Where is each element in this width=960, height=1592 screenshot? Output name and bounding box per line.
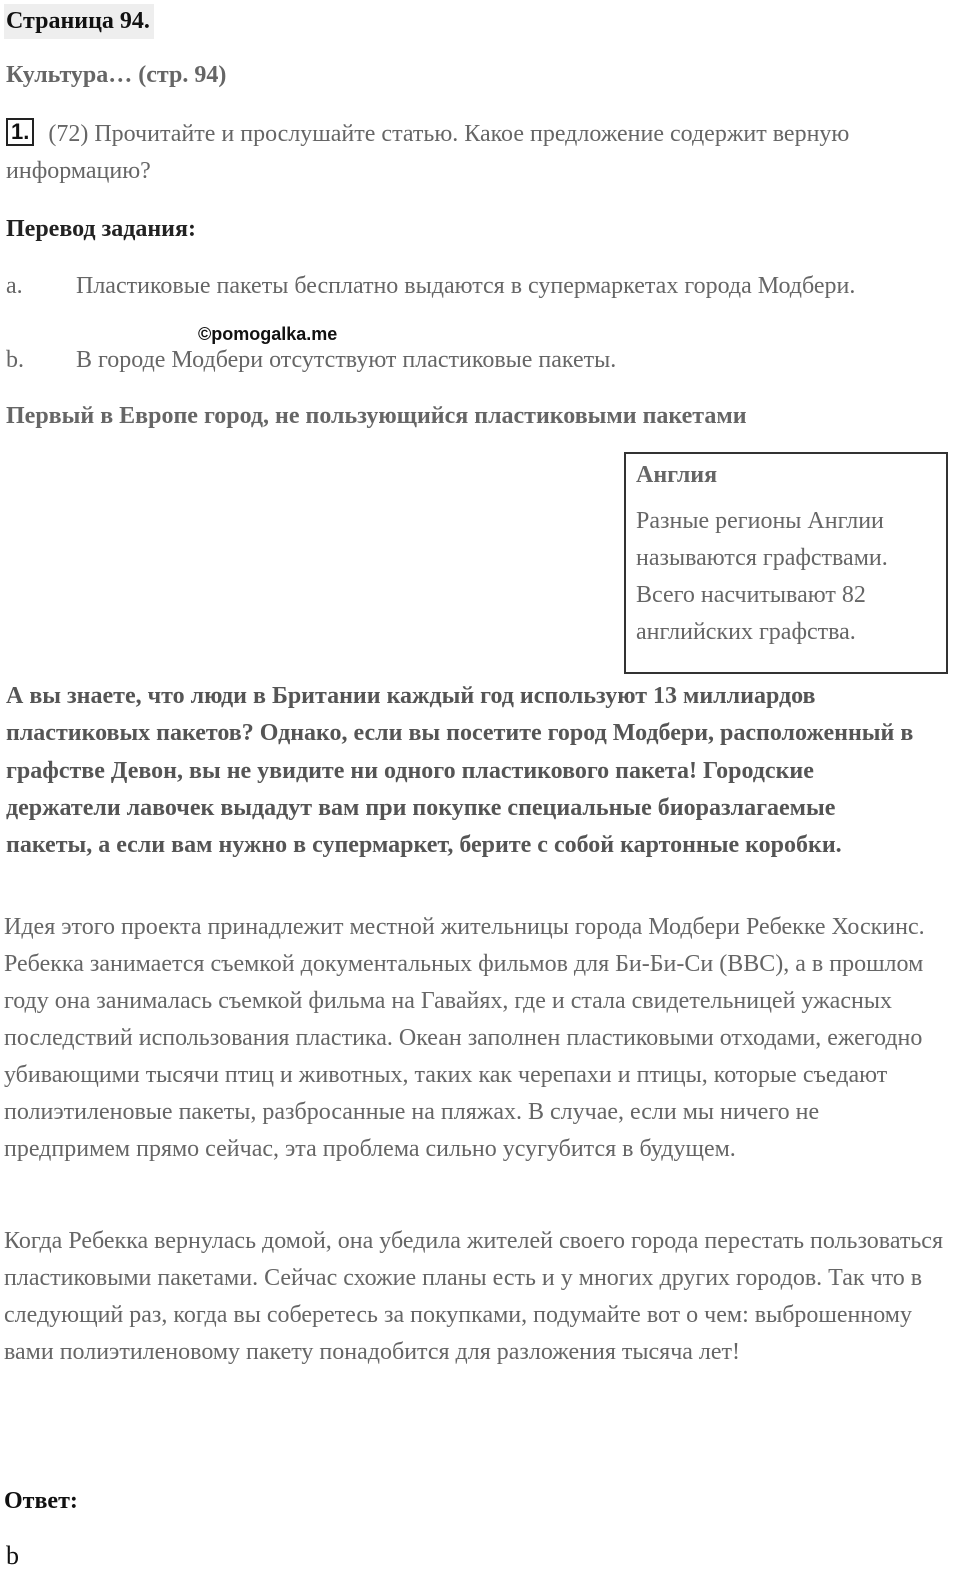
option-b <box>6 342 946 379</box>
section-title: Культура… (стр. 94) <box>6 62 227 88</box>
article-paragraph: Идея этого проекта принадлежит местной жительницы города Модбери Ребекке Хоскинс. Ребекка занимается съемкой документальных фильмов для Би-Би-Си (BBC), а в прошлом году она занималась съемкой фильма на Гавайях, где и стала свидетельницей ужасных последствий использования пластика. Океан заполнен пластиковыми отходами, ежегодно убивающими тысячи птиц и животных, таких как черепахи и птицы, которые съедают полиэтиленовые пакеты, разбросанные на пляжах. В случае, если мы ничего не предпримем прямо сейчас, эта проблема сильно усугубится в будущем. <box>4 914 925 1162</box>
task <box>6 116 946 190</box>
task-number-badge: 1. <box>6 118 34 146</box>
article-paragraph: Когда Ребекка вернулась домой, она убедила жителей своего города перестать пользоваться пластиковыми пакетами. Сейчас схожие планы есть и у многих других городов. Так что в следующий раз, когда вы соберетесь за покупками, подумайте вот о чем: выброшенному вами полиэтиленовому пакету понадобится для разложения тысяча лет! <box>4 1228 943 1365</box>
infobox-text: Разные регионы Англии называются графствами. Всего насчитывают 82 английских графства. <box>636 508 888 645</box>
option-a <box>6 268 946 305</box>
answer-value: b <box>6 1541 19 1570</box>
article-lead: А вы знаете, что люди в Британии каждый год используют 13 миллиардов пластиковых пакетов? Однако, если вы посетите город Модбери, расположенный в графстве Девон, вы не увидите ни одного пластикового пакета! Городские держатели лавочек выдадут вам при покупке специальные биоразлагаемые пакеты, а если вам нужно в супермаркет, берите с собой картонные коробки. <box>6 683 914 859</box>
option-text: Пластиковые пакеты бесплатно выдаются в супермаркетах города Модбери. <box>76 273 856 299</box>
page-title: Страница 94. <box>4 4 154 39</box>
option-letter: a. <box>6 273 23 299</box>
infobox-title: Англия <box>636 462 718 488</box>
article-title: Первый в Европе город, не пользующийся пластиковыми пакетами <box>6 403 747 429</box>
task-text: (72) Прочитайте и прослушайте статью. Какое предложение содержит верную информацию? <box>6 121 850 184</box>
infobox <box>624 452 948 674</box>
translation-heading: Перевод задания: <box>6 216 196 242</box>
watermark: ©pomogalka.me <box>198 324 338 344</box>
answer-label: Ответ: <box>4 1488 78 1514</box>
option-text: В городе Модбери отсутствуют пластиковые пакеты. <box>76 347 617 373</box>
option-letter: b. <box>6 347 24 373</box>
